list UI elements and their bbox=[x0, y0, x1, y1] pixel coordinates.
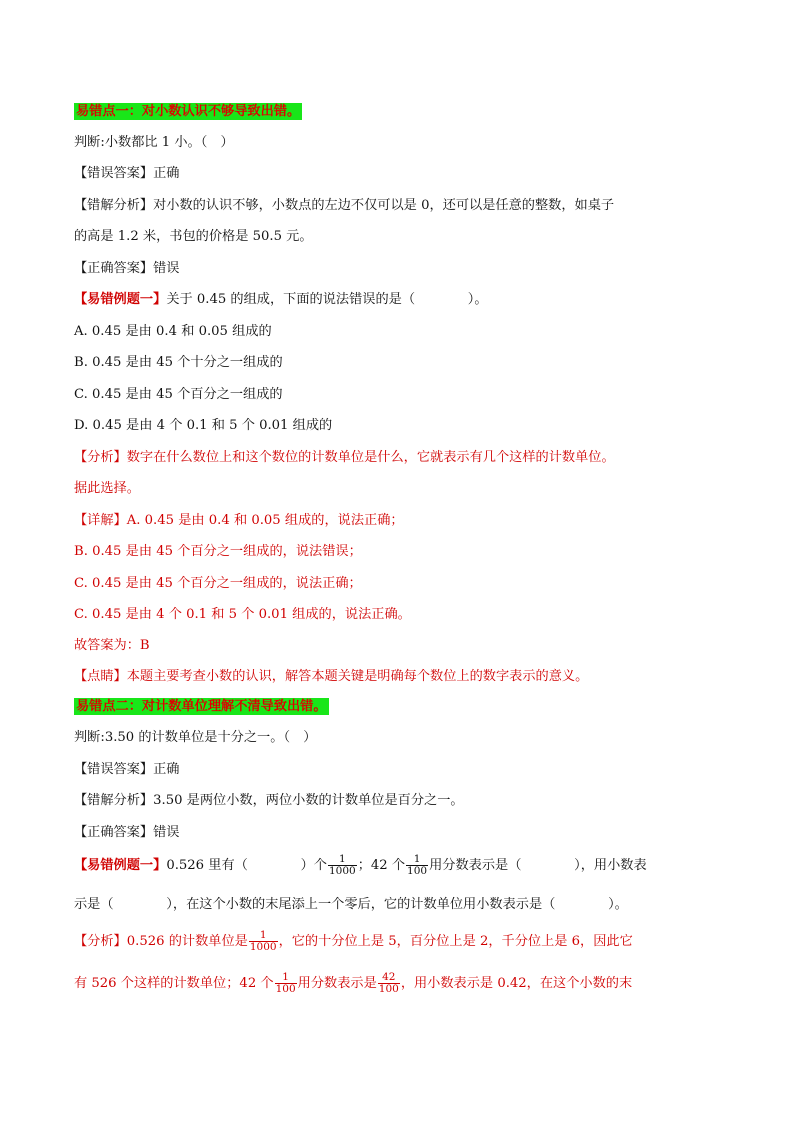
example1-detail-c: C. 0.45 是由 45 个百分之一组成的，说法正确； bbox=[74, 576, 362, 591]
section1-analysis-line1: 【错解分析】对小数的认识不够，小数点的左边不仅可以是 0，还可以是任意的整数，如桌子 bbox=[74, 198, 615, 213]
fraction-denominator: 1000 bbox=[328, 865, 356, 877]
example1-option-d: D. 0.45 是由 4 个 0.1 和 5 个 0.01 组成的 bbox=[74, 418, 333, 433]
section2-judge: 判断:3.50 的计数单位是十分之一。（ ） bbox=[74, 730, 317, 745]
section1-correct-answer: 【正确答案】错误 bbox=[74, 261, 180, 276]
fraction-1-over-100 bbox=[275, 972, 297, 995]
example2-analysis-line1 bbox=[74, 928, 633, 956]
fraction-numerator: 1 bbox=[328, 854, 357, 866]
example2-a-line2-part3: ，用小数表示是 0.42，在这个小数的末 bbox=[400, 976, 633, 991]
example2-q-part3: 用分数表示是（ ），用小数表 bbox=[429, 858, 647, 873]
example2-question-line2: 示是（ ），在这个小数的末尾添上一个零后，它的计数单位用小数表示是（ ）。 bbox=[74, 897, 628, 912]
section2-analysis: 【错解分析】3.50 是两位小数，两位小数的计数单位是百分之一。 bbox=[74, 793, 464, 808]
example1-tag: 【易错例题一】 bbox=[74, 292, 167, 307]
example2-a-line2-part2: 用分数表示是 bbox=[297, 976, 377, 991]
example2-tag: 【易错例题一】 bbox=[74, 858, 167, 873]
example2-question-line1 bbox=[74, 852, 647, 880]
example1-detail-b: B. 0.45 是由 45 个百分之一组成的，说法错误； bbox=[74, 544, 362, 559]
example1-question-text: 关于 0.45 的组成，下面的说法错误的是（ ）。 bbox=[166, 292, 488, 307]
example1-option-b: B. 0.45 是由 45 个十分之一组成的 bbox=[74, 355, 283, 370]
fraction-denominator: 1000 bbox=[249, 941, 277, 953]
example1-option-a: A. 0.45 是由 0.4 和 0.05 组成的 bbox=[74, 324, 272, 339]
section2-wrong-answer: 【错误答案】正确 bbox=[74, 762, 180, 777]
section1-wrong-answer: 【错误答案】正确 bbox=[74, 166, 180, 181]
example2-a-part1: 【分析】0.526 的计数单位是 bbox=[74, 934, 248, 949]
fraction-1-over-100 bbox=[406, 854, 428, 877]
fraction-42-over-100 bbox=[378, 972, 400, 995]
fraction-1-over-1000 bbox=[328, 854, 357, 877]
fraction-denominator: 100 bbox=[275, 983, 296, 995]
example2-analysis-line2 bbox=[74, 970, 632, 998]
fraction-denominator: 100 bbox=[407, 865, 428, 877]
section2-heading bbox=[74, 697, 329, 717]
fraction-numerator: 1 bbox=[275, 972, 297, 984]
example1-answer: 故答案为：B bbox=[74, 638, 150, 653]
example2-q-part2: ；42 个 bbox=[357, 858, 406, 873]
example2-q-part1: 0.526 里有（ ）个 bbox=[166, 858, 327, 873]
example2-a-part2: ，它的十分位上是 5，百分位上是 2，千分位上是 6，因此它 bbox=[278, 934, 633, 949]
fraction-numerator: 1 bbox=[249, 930, 278, 942]
example1-analysis-line2: 据此选择。 bbox=[74, 481, 140, 496]
example1-detail-a: 【详解】A. 0.45 是由 0.4 和 0.05 组成的，说法正确； bbox=[74, 513, 404, 528]
example2-a-line2-part1: 有 526 个这样的计数单位；42 个 bbox=[74, 976, 274, 991]
section1-analysis-line2: 的高是 1.2 米，书包的价格是 50.5 元。 bbox=[74, 229, 313, 244]
section2-heading-text: 易错点二：对计数单位理解不清导致出错。 bbox=[76, 699, 327, 714]
section1-judge: 判断:小数都比 1 小。（ ） bbox=[74, 135, 234, 150]
example1-option-c: C. 0.45 是由 45 个百分之一组成的 bbox=[74, 387, 283, 402]
section1-heading-text: 易错点一：对小数认识不够导致出错。 bbox=[76, 104, 301, 119]
section2-correct-answer: 【正确答案】错误 bbox=[74, 825, 180, 840]
example1-detail-d: C. 0.45 是由 4 个 0.1 和 5 个 0.01 组成的，说法正确。 bbox=[74, 607, 411, 622]
example1-analysis-line1: 【分析】数字在什么数位上和这个数位的计数单位是什么，它就表示有几个这样的计数单位。 bbox=[74, 450, 615, 465]
fraction-denominator: 100 bbox=[378, 983, 399, 995]
fraction-numerator: 42 bbox=[378, 972, 400, 984]
fraction-numerator: 1 bbox=[406, 854, 428, 866]
example1-question bbox=[74, 290, 488, 310]
example1-comment: 【点睛】本题主要考查小数的认识，解答本题关键是明确每个数位上的数字表示的意义。 bbox=[74, 669, 589, 684]
section1-heading bbox=[74, 102, 302, 122]
fraction-1-over-1000 bbox=[249, 930, 278, 953]
